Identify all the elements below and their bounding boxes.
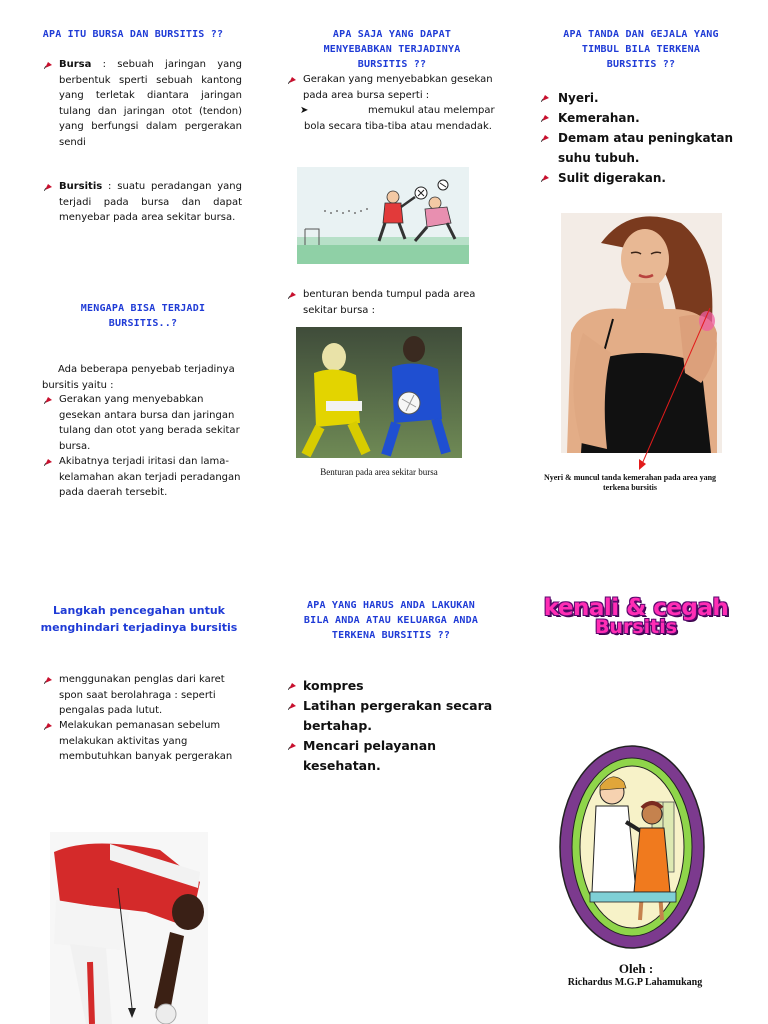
pointer-arrow-icon — [634, 306, 714, 472]
term-bursa: Bursa — [59, 59, 92, 70]
definition-bursitis: : suatu peradangan yang terjadi pada bursa dan dapat menyebar pada area sekitar bursa. — [59, 181, 242, 223]
heading-line: BURSITIS..? — [108, 318, 178, 329]
bullet-icon — [44, 457, 53, 466]
list-item-symptom — [541, 128, 741, 168]
heading-line: BURSITIS ?? — [357, 59, 427, 70]
list-item-bursitis-definition — [44, 179, 242, 226]
heading-line: TIMBUL BILA TERKENA — [581, 44, 701, 55]
author-by-label: Oleh : — [618, 961, 654, 976]
bullet-icon — [541, 133, 550, 142]
heading-symptoms — [538, 27, 744, 72]
bullet-icon — [44, 395, 53, 404]
bullet-icon — [44, 182, 53, 191]
bullet-icon — [541, 113, 550, 122]
treatment-text: Mencari pelayanan kesehatan. — [303, 738, 437, 773]
author-name: Richardus M.G.P Lahamukang — [567, 977, 703, 988]
bullet-icon — [288, 681, 297, 690]
heading-line: MENYEBABKAN TERJADINYA — [323, 44, 461, 55]
symptom-text: Sulit digerakan. — [558, 171, 666, 185]
doctor-child-clipart — [556, 742, 708, 952]
heading-line: menghindari terjadinya bursitis — [40, 621, 238, 634]
football-photo-caption: Benturan pada area sekitar bursa — [320, 467, 438, 477]
heading-what-to-do — [280, 598, 502, 643]
list-item-treatment — [288, 696, 498, 736]
heading-line: TERKENA BURSITIS ?? — [331, 630, 451, 641]
stretching-photo — [50, 832, 208, 1024]
definition-bursa: : sebuah jaringan yang berbentuk sperti sebuah kantong yang terletak diantara jaringan tulang dan jaringan otot (tendon) yang berfungsi dalam pergerakan sendi — [59, 59, 242, 148]
cause-text: benturan benda tumpul pada area sekitar bursa : — [303, 289, 476, 316]
heading-line: APA TANDA DAN GEJALA YANG — [563, 29, 719, 40]
heading-line: APA YANG HARUS ANDA LAKUKAN — [307, 600, 475, 611]
symptom-text: Demam atau peningkatan suhu tubuh. — [558, 131, 734, 165]
symptom-list — [541, 88, 741, 188]
bullet-icon — [541, 93, 550, 102]
bullet-icon — [288, 75, 297, 84]
bullet-icon — [541, 173, 550, 182]
heading-line: APA SAJA YANG DAPAT — [332, 29, 452, 40]
sub-item-text: memukul atau melempar bola secara tiba-tiba atau mendadak. — [304, 105, 495, 132]
list-item-bursa-definition — [44, 57, 242, 150]
heading-line: BURSITIS ?? — [606, 59, 676, 70]
list-item-prevention — [44, 672, 244, 719]
bullet-icon — [44, 675, 53, 684]
list-item-symptom — [541, 108, 741, 128]
treatment-list — [288, 676, 498, 776]
heading-prevention — [34, 602, 244, 636]
bullet-icon — [288, 741, 297, 750]
symptom-text: Kemerahan. — [558, 111, 640, 125]
treatment-text: Latihan pergerakan secara bertahap. — [303, 698, 493, 733]
list-item-cause — [44, 392, 244, 454]
list-item-impact-cause — [288, 287, 488, 318]
sub-item-throwing — [300, 103, 496, 134]
heading-line: Langkah pencegahan untuk — [53, 604, 225, 617]
stretching-drawing — [50, 832, 208, 1024]
symptom-text: Nyeri. — [558, 91, 599, 105]
heading-line: BILA ANDA ATAU KELUARGA ANDA — [303, 615, 479, 626]
list-item-treatment — [288, 676, 498, 696]
term-bursitis: Bursitis — [59, 181, 103, 192]
cause-text: Akibatnya terjadi iritasi dan lama-kelamahan akan terjadi peradangan pada daerah tersebit. — [59, 456, 241, 498]
causes-intro: Ada beberapa penyebab terjadinya bursitis yaitu : — [42, 364, 235, 391]
bullet-icon — [44, 60, 53, 69]
cartoon-drawing — [297, 167, 469, 264]
list-item-symptom — [541, 168, 741, 188]
cartoon-illustration — [297, 167, 469, 264]
list-item-treatment — [288, 736, 498, 776]
heading-what-is-bursa: APA ITU BURSA DAN BURSITIS ?? — [42, 29, 224, 40]
list-item-cause — [44, 454, 244, 501]
arrow-bullet-icon: ➤ — [300, 105, 309, 116]
list-item-movement-cause — [288, 72, 494, 103]
shoulder-photo-caption: Nyeri & muncul tanda kemerahan pada area yang terkena bursitis — [543, 473, 717, 492]
cover-title-line: Bursitis — [594, 616, 678, 638]
list-item-symptom — [541, 88, 741, 108]
prevention-text: Melakukan pemanasan sebelum melakukan aktivitas yang membutuhkan banyak pergerakan — [59, 720, 233, 762]
heading-causes — [284, 27, 500, 72]
bullet-icon — [288, 290, 297, 299]
heading-why-bursitis — [38, 301, 248, 331]
treatment-text: kompres — [303, 678, 364, 693]
prevention-text: menggunakan penglas dari karet spon saat berolahraga : seperti pengalas pada lutut. — [59, 674, 225, 716]
heading-line: MENGAPA BISA TERJADI — [80, 303, 206, 314]
cause-text: Gerakan yang menyebabkan gesekan antara bursa dan jaringan tulang dan otot yang berada sekitar bursa. — [59, 394, 240, 452]
cover-title — [536, 595, 736, 638]
cover-title-line: kenali & cegah — [543, 595, 729, 621]
bullet-icon — [288, 701, 297, 710]
cause-text: Gerakan yang menyebabkan gesekan pada area bursa seperti : — [303, 74, 493, 101]
list-item-prevention — [44, 718, 244, 765]
bullet-icon — [44, 721, 53, 730]
football-photo — [296, 327, 462, 458]
football-photo-drawing — [296, 327, 462, 458]
